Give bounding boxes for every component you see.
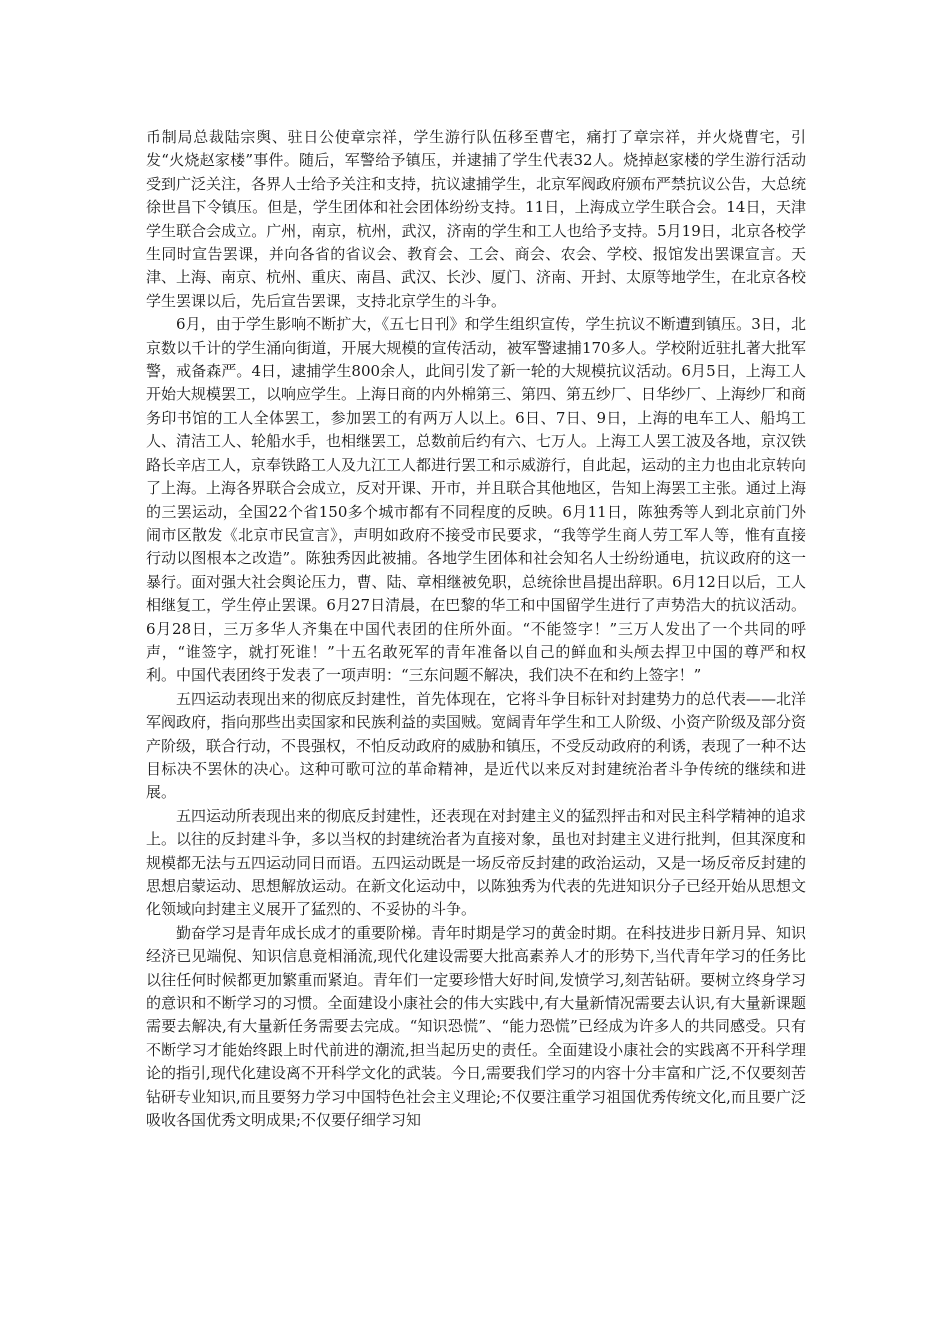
paragraph-3: 五四运动表现出来的彻底反封建性，首先体现在，它将斗争目标针对封建势力的总代表——北洋军阀政府，指向那些出卖国家和民族利益的卖国贼。宽阔青年学生和工人阶级、小资产阶级及部分资产阶级，联合行动，不畏强权，不怕反动政府的威胁和镇压，不受反动政府的利诱，表现了一种不达目标决不罢休的决心。这种可歌可泣的革命精神，是近代以来反对封建统治者斗争传统的继续和进展。 <box>146 689 807 802</box>
paragraph-1: 币制局总裁陆宗舆、驻日公使章宗祥，学生游行队伍移至曹宅，痛打了章宗祥，并火烧曹宅，引发“火烧赵家楼”事件。随后，军警给予镇压，并逮捕了学生代表32人。烧掉赵家楼的学生游行活动受到广泛关注，各界人士给予关注和支持，抗议逮捕学生，北京军阀政府颁布严禁抗议公告，大总统徐世昌下令镇压。但是，学生团体和社会团体纷纷支持。11日，上海成立学生联合会。14日，天津学生联合会成立。广州，南京，杭州，武汉，济南的学生和工人也给予支持。5月19日，北京各校学生同时宣告罢课，并向各省的省议会、教育会、工会、商会、农会、学校、报馆发出罢课宣言。天津、上海、南京、杭州、重庆、南昌、武汉、长沙、厦门、济南、开封、太原等地学生，在北京各校学生罢课以后，先后宣告罢课，支持北京学生的斗争。 <box>146 128 807 310</box>
paragraph-5: 勤奋学习是青年成长成才的重要阶梯。青年时期是学习的黄金时期。在科技进步日新月异、知识经济已见端倪、知识信息竟相涌流,现代化建设需要大批高素养人才的形势下,当代青年学习的任务比以往任何时候都更加繁重而紧迫。青年们一定要珍惜大好时间,发愤学习,刻苦钻研。要树立终身学习的意识和不断学习的习惯。全面建设小康社会的伟大实践中,有大量新情况需要去认识,有大量新课题需要去解决,有大量新任务需要去完成。“知识恐慌”、“能力恐慌”已经成为许多人的共同感受。只有不断学习才能始终跟上时代前进的潮流,担当起历史的责任。全面建设小康社会的实践离不开科学理论的指引,现代化建设离不开科学文化的武装。今日,需要我们学习的内容十分丰富和广泛,不仅要刻苦钻研专业知识,而且要努力学习中国特色社会主义理论;不仅要注重学习祖国优秀传统文化,而且要广泛吸收各国优秀文明成果;不仅要仔细学习知 <box>146 923 807 1130</box>
paragraph-2: 6月，由于学生影响不断扩大，《五七日刊》和学生组织宣传，学生抗议不断遭到镇压。3日，北京数以千计的学生涌向街道，开展大规模的宣传活动，被军警逮捕170多人。学校附近驻扎著大批军警，戒备森严。4日，逮捕学生800余人，此间引发了新一轮的大规模抗议活动。6月5日，上海工人开始大规模罢工，以响应学生。上海日商的内外棉第三、第四、第五纱厂、日华纱厂、上海纱厂和商务印书馆的工人全体罢工，参加罢工的有两万人以上。6日、7日、9日，上海的电车工人、船坞工人、清洁工人、轮船水手，也相继罢工，总数前后约有六、七万人。上海工人罢工波及各地，京汉铁路长辛店工人，京奉铁路工人及九江工人都进行罢工和示威游行，自此起，运动的主力也由北京转向了上海。上海各界联合会成立，反对开课、开市，并且联合其他地区，告知上海罢工主张。通过上海的三罢运动，全国22个省150多个城市都有不同程度的反映。6月11日，陈独秀等人到北京前门外闹市区散发《北京市民宣言》，声明如政府不接受市民要求，“我等学生商人劳工军人等，惟有直接行动以图根本之改造”。陈独秀因此被捕。各地学生团体和社会知名人士纷纷通电，抗议政府的这一暴行。面对强大社会舆论压力，曹、陆、章相继被免职，总统徐世昌提出辞职。6月12日以后，工人相继复工，学生停止罢课。6月27日清晨，在巴黎的华工和中国留学生进行了声势浩大的抗议活动。6月28日，三万多华人齐集在中国代表团的住所外面。“不能签字！”三万人发出了一个共同的呼声，“谁签字，就打死谁！”十五名敢死军的青年准备以自己的鲜血和头颅去捍卫中国的尊严和权利。中国代表团终于发表了一项声明：“三东问题不解决，我们决不在和约上签字！” <box>146 315 807 685</box>
document-body <box>146 126 806 1132</box>
paragraph-4: 五四运动所表现出来的彻底反封建性，还表现在对封建主义的猛烈抨击和对民主科学精神的追求上。以往的反封建斗争，多以当权的封建统治者为直接对象，虽也对封建主义进行批判，但其深度和规模都无法与五四运动同日而语。五四运动既是一场反帝反封建的政治运动，又是一场反帝反封建的思想启蒙运动、思想解放运动。在新文化运动中，以陈独秀为代表的先进知识分子已经开始从思想文化领域向封建主义展开了猛烈的、不妥协的斗争。 <box>146 806 807 919</box>
